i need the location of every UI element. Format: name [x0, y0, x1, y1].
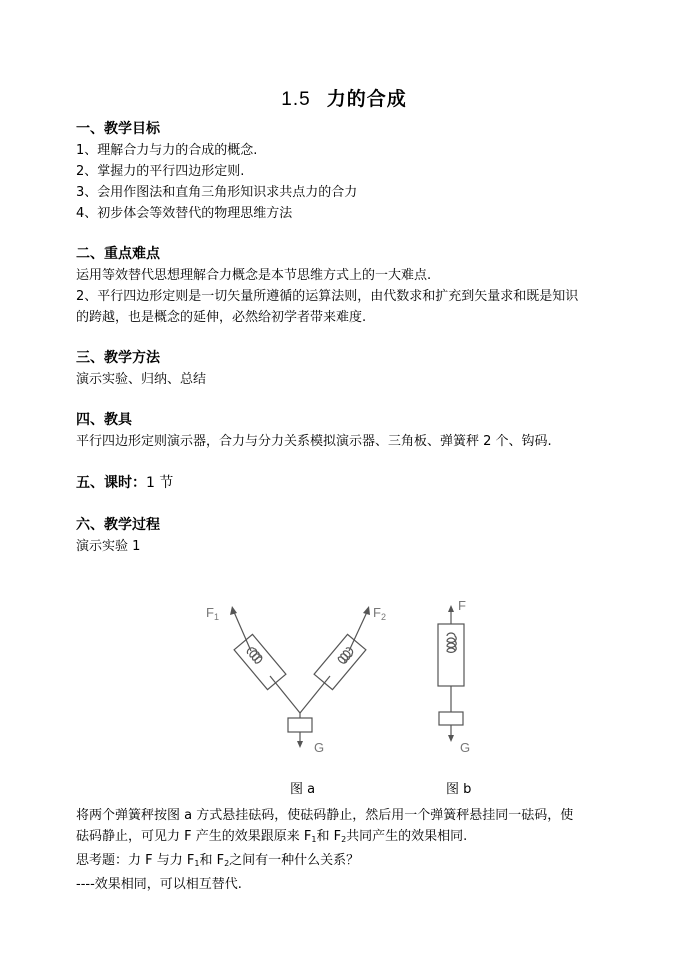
- f2-arrow-line: [349, 612, 367, 651]
- g-a-arrowhead: [297, 741, 303, 748]
- goal-item: 3、会用作图法和直角三角形知识求共点力的合力: [76, 185, 358, 200]
- goal-item: 4、初步体会等效替代的物理思维方法: [76, 206, 293, 221]
- heading-methods: 三、教学方法: [76, 350, 160, 366]
- title-text: 力的合成: [326, 88, 407, 110]
- heading-process: 六、教学过程: [76, 517, 160, 533]
- process-line: 砝码静止，可见力 F 产生的效果跟原来 $F_1$和 $F_2$共同产生的效果相同.: [76, 829, 468, 844]
- title-number: 1.5: [281, 89, 311, 110]
- heading-hours: [76, 472, 173, 492]
- demo-label: 演示实验 1: [76, 539, 141, 554]
- label-g-a: G: [314, 740, 325, 755]
- f2-arrowhead: [363, 606, 370, 615]
- caption-b: 图 b: [446, 782, 472, 797]
- right-lower-string: [300, 676, 330, 713]
- hours-label: 五、课时：: [76, 475, 146, 491]
- heading-goals: 一、教学目标: [76, 121, 160, 137]
- right-spring-scale: [314, 634, 366, 689]
- answer-line: ----效果相同，可以相互替代.: [76, 877, 242, 892]
- keypoint-line: 2、平行四边形定则是一切矢量所遵循的运算法则，由代数求和扩充到矢量求和既是知识: [76, 289, 579, 304]
- f1-arrow-line: [234, 612, 251, 651]
- tools-text: 平行四边形定则演示器，合力与分力关系模拟演示器、三角板、弹簧秤 2 个、钩码.: [76, 434, 552, 449]
- left-spring-scale: [234, 634, 286, 689]
- keypoint-line: 运用等效替代思想理解合力概念是本节思维方式上的一大难点.: [76, 268, 432, 283]
- page-title: [0, 84, 688, 111]
- keypoint-line: 的跨越，也是概念的延伸，必然给初学者带来难度.: [76, 310, 367, 325]
- heading-keypoints: 二、重点难点: [76, 246, 160, 262]
- methods-text: 演示实验、归纳、总结: [76, 372, 207, 387]
- weight-a: [288, 718, 312, 732]
- vertical-spring-coil: [447, 633, 456, 652]
- f-arrowhead: [448, 605, 454, 612]
- f1-arrowhead: [230, 606, 237, 615]
- caption-a: 图 a: [290, 782, 316, 797]
- heading-tools: 四、教具: [76, 412, 132, 428]
- g-b-arrowhead: [448, 735, 454, 742]
- label-f: F: [458, 598, 466, 613]
- goals-list: [76, 140, 616, 224]
- goal-item: 1、理解合力与力的合成的概念.: [76, 143, 258, 158]
- process-body: [76, 805, 616, 895]
- question-line: 思考题：力 F 与力 $F_1$和 $F_2$之间有一种什么关系？: [76, 853, 360, 868]
- hours-value: 1 节: [146, 475, 174, 491]
- weight-b: [439, 712, 463, 725]
- goal-item: 2、掌握力的平行四边形定则.: [76, 164, 245, 179]
- process-line: 将两个弹簧秤按图 a 方式悬挂砝码，使砝码静止，然后用一个弹簧秤悬挂同一砝码，使: [76, 808, 574, 823]
- label-f2: $F_2$: [373, 605, 386, 622]
- left-lower-string: [270, 676, 300, 713]
- keypoints-body: [76, 265, 616, 328]
- spring-scale-figure: [196, 592, 486, 768]
- label-f1: $F_1$: [206, 605, 219, 622]
- label-g-b: G: [460, 740, 471, 755]
